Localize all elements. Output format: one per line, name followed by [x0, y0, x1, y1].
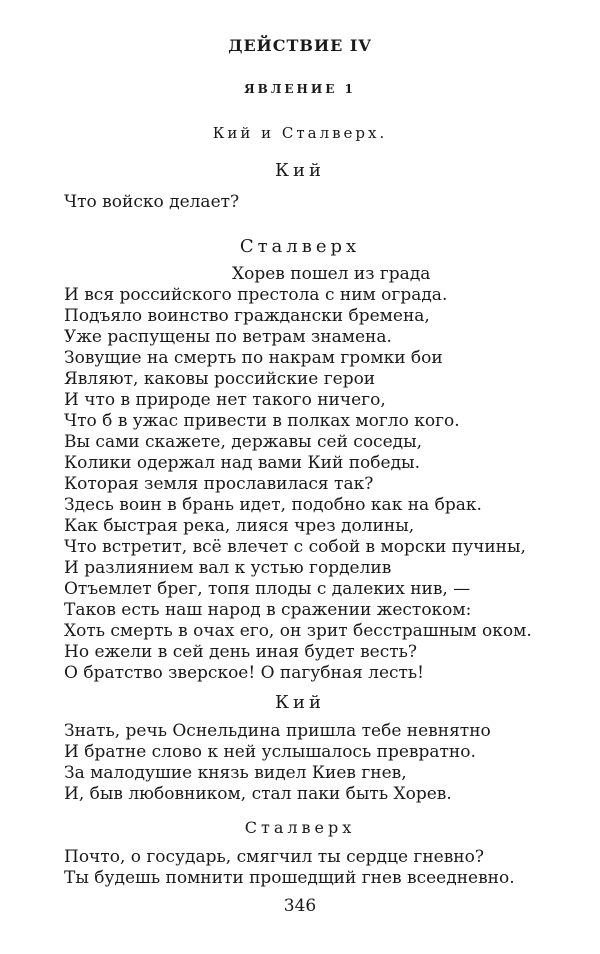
verse-line: Отъемлет брег, топя плоды с далеких нив, — [64, 579, 471, 599]
verse-line: Ты будешь помнити прошедщий гнев всеедневно. [64, 868, 515, 888]
verse-line: Что войско делает? [64, 192, 240, 212]
act-title: ДЕЙСТВИЕ IV [228, 36, 372, 55]
verse-line: Хорев пошел из града [232, 264, 431, 284]
verse-line: Таков есть наш народ в сражении жестоком: [64, 600, 472, 620]
verse-line: Что встретит, всё влечет с собой в морски пучины, [64, 537, 526, 557]
persons-list: Кий и Сталверх. [212, 124, 388, 142]
speaker-name: Кий [275, 692, 325, 713]
page-number: 346 [283, 896, 317, 916]
verse-line: И, быв любовником, стал паки быть Хорев. [64, 784, 452, 804]
verse-line: И вся российского престола с ним ограда. [64, 285, 448, 305]
verse-line: Являют, каковы российские герои [64, 369, 376, 389]
verse-line: Вы сами скажете, державы сей соседы, [64, 432, 423, 452]
verse-line: Уже распущены по ветрам знамена. [64, 327, 392, 347]
verse-line: Зовущие на смерть по накрам громки бои [64, 348, 443, 368]
verse-line: Как быстрая река, лияся чрез долины, [64, 516, 415, 536]
verse-line: Знать, речь Оснельдина пришла тебе невнятно [64, 721, 491, 741]
verse-line: Подъяло воинство граждански бремена, [64, 306, 430, 326]
verse-line: О братство зверское! О пагубная лесть! [64, 663, 425, 683]
verse-line: И разлиянием вал к устью горделив [64, 558, 392, 578]
speaker-name: Сталверх [244, 818, 356, 837]
verse-line: Хоть смерть в очах его, он зрит бесстрашным оком. [64, 621, 532, 641]
verse-line: Но ежели в сей день иная будет весть? [64, 642, 417, 662]
verse-line: И что в природе нет такого ничего, [64, 390, 386, 410]
verse-line: За малодушие князь видел Киев гнев, [64, 763, 407, 783]
verse-line: Что б в ужас привести в полках могло кого. [64, 411, 460, 431]
speaker-name: Сталверх [239, 236, 361, 257]
verse-line: Почто, о государь, смягчил ты сердце гневно? [64, 847, 484, 867]
verse-line: Которая земля прославилася так? [64, 474, 374, 494]
verse-line: И братне слово к ней услышалось превратно. [64, 742, 476, 762]
verse-line: Колики одержал над вами Кий победы. [64, 453, 420, 473]
scene-title: ЯВЛЕНИЕ 1 [244, 82, 356, 96]
speaker-name: Кий [275, 160, 325, 181]
verse-line: Здесь воин в брань идет, подобно как на брак. [64, 495, 482, 515]
